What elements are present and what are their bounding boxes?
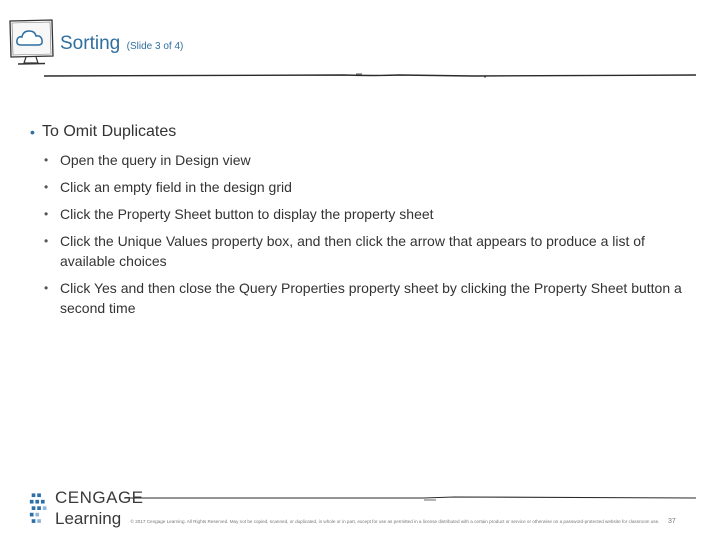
list-item-text: Click the Unique Values property box, and then click the arrow that appears to produce a list of available choices: [60, 233, 645, 269]
slide-content: [30, 121, 695, 318]
footer-rule: [124, 494, 696, 502]
bullet-dot: •: [44, 180, 49, 194]
list-item: [30, 150, 695, 170]
cengage-logo: [28, 487, 144, 535]
list-item-text: Click Yes and then close the Query Properties property sheet by clicking the Property Sheet button a second time: [60, 280, 682, 316]
list-item-text: Click the Property Sheet button to display the property sheet: [60, 206, 434, 222]
logo-word-learning: Learning: [55, 509, 122, 528]
bullet-dot: •: [44, 234, 49, 248]
bullet-dot: •: [44, 153, 49, 167]
list-item: [30, 177, 695, 197]
slide-title-main: Sorting: [60, 33, 121, 54]
logo-word-cengage: CENGAGE: [55, 488, 144, 507]
cengage-logo-mark-icon: [28, 491, 52, 529]
bullet-heading-text: To Omit Duplicates: [42, 123, 177, 140]
bullet-dot: •: [44, 207, 49, 221]
list-item: [30, 204, 695, 224]
list-item-text: Click an empty field in the design grid: [60, 179, 292, 195]
list-item: [30, 278, 695, 318]
bullet-dot: •: [44, 281, 49, 295]
bullet-dot: •: [30, 124, 35, 140]
cloud-monitor-icon: [8, 18, 54, 68]
copyright-notice: © 2017 Cengage Learning. All Rights Reserved. May not be copied, scanned, or duplicated, in whole or in part, except for use as permitted in a license distributed with a certain product or service or otherwise on a password-protected website for classroom use.: [130, 519, 660, 524]
page-number: 37: [668, 518, 676, 525]
bullet-heading: [30, 121, 695, 143]
slide-title: [60, 33, 183, 55]
title-underline: [44, 70, 696, 82]
slide-title-subtitle: (Slide 3 of 4): [126, 41, 184, 52]
list-item-text: Open the query in Design view: [60, 152, 251, 168]
list-item: [30, 231, 695, 271]
